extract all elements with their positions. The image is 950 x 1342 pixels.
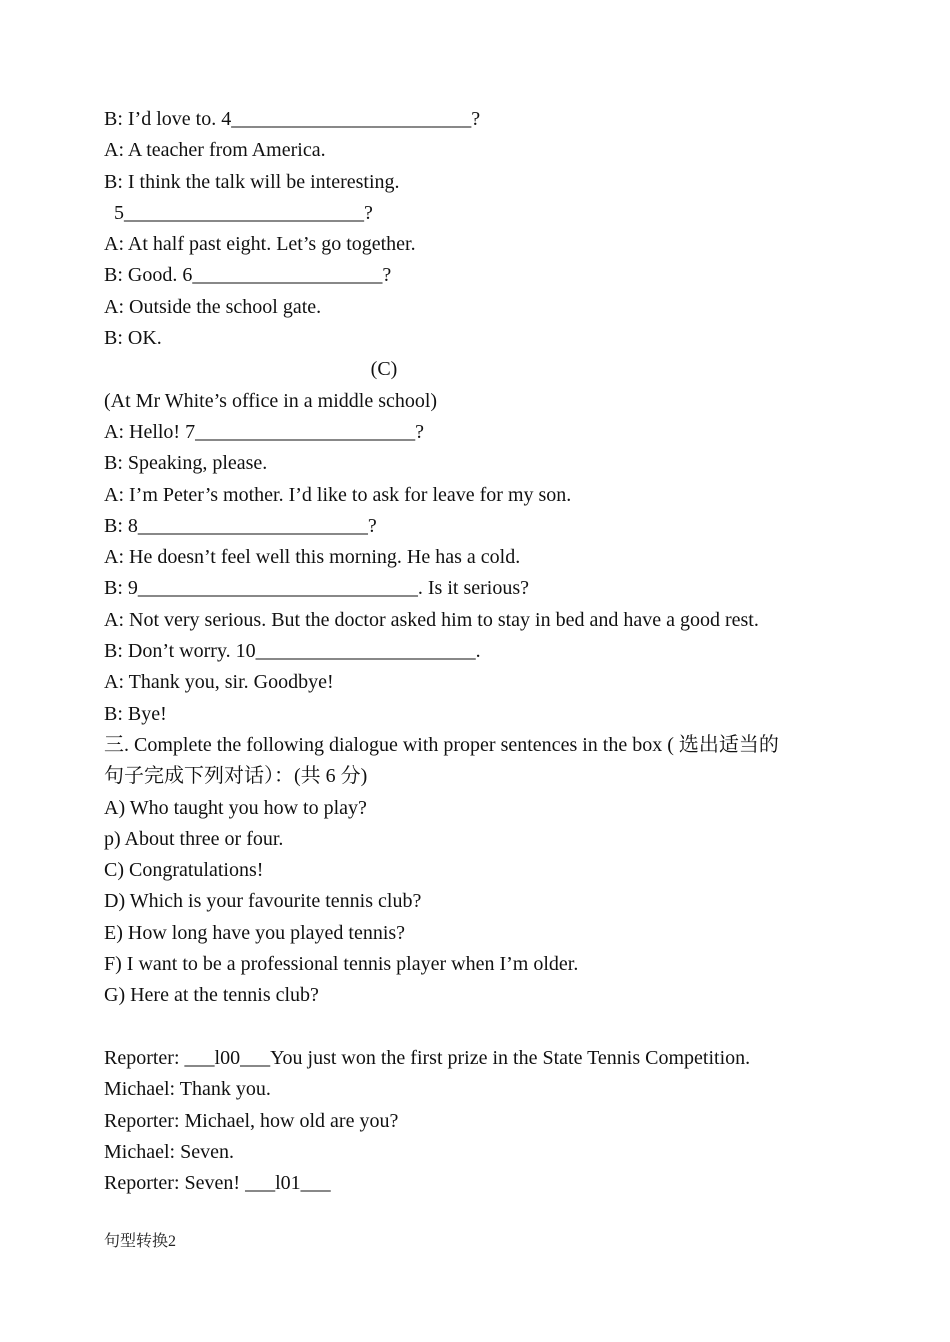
text-line: A: Not very serious. But the doctor asked him to stay in bed and have a good rest. (104, 608, 759, 631)
text-line: Michael: Seven. (104, 1140, 234, 1163)
text-line: B: I’d love to. 4________________________? (104, 108, 481, 130)
text-line: Michael: Thank you. (104, 1078, 271, 1101)
text-line: 句子完成下列对话）：(共 6 分) (104, 765, 368, 788)
text-line: Reporter: Seven! ___l01___ (104, 1172, 331, 1195)
text-line: C) Congratulations! (104, 859, 264, 882)
text-line: A: Hello! 7______________________? (104, 420, 424, 443)
blank-line (104, 1012, 864, 1043)
text-line: B: I think the talk will be interesting. (104, 170, 400, 193)
text-line: F) I want to be a professional tennis player when I’m older. (104, 953, 579, 976)
text-line: Reporter: ___l00___You just won the first prize in the State Tennis Competition. (104, 1046, 751, 1069)
document-body (104, 104, 864, 1199)
text-line: A: Outside the school gate. (104, 295, 322, 318)
text-line: B: 9____________________________. Is it serious? (104, 577, 529, 600)
text-line: p) About three or four. (104, 827, 284, 850)
text-line: A: I’m Peter’s mother. I’d like to ask for leave for my son. (104, 483, 572, 506)
text-line: B: OK. (104, 327, 162, 350)
text-line: A: At half past eight. Let’s go together. (104, 233, 416, 256)
page-footer: 句型转换2 (104, 1233, 177, 1250)
text-line: B: Don’t worry. 10______________________. (104, 640, 481, 663)
text-line: A: Thank you, sir. Goodbye! (104, 671, 334, 694)
text-line: (C) (370, 358, 398, 381)
text-line: 三. Complete the following dialogue with proper sentences in the box ( 选出适当的 (104, 733, 779, 756)
text-line: A: A teacher from America. (104, 139, 326, 162)
text-line: D) Which is your favourite tennis club? (104, 890, 422, 913)
text-line: B: Speaking, please. (104, 452, 268, 475)
text-line: Reporter: Michael, how old are you? (104, 1109, 399, 1132)
text-line: A) Who taught you how to play? (104, 796, 367, 819)
text-line: (At Mr White’s office in a middle school) (104, 389, 438, 412)
text-line: B: Good. 6___________________? (104, 264, 392, 287)
text-line: B: 8_______________________? (104, 514, 377, 537)
text-line: 5________________________? (114, 201, 373, 224)
text-line: E) How long have you played tennis? (104, 921, 406, 944)
text-line: B: Bye! (104, 702, 167, 725)
text-line: G) Here at the tennis club? (104, 984, 319, 1007)
text-line: A: He doesn’t feel well this morning. He has a cold. (104, 546, 521, 569)
